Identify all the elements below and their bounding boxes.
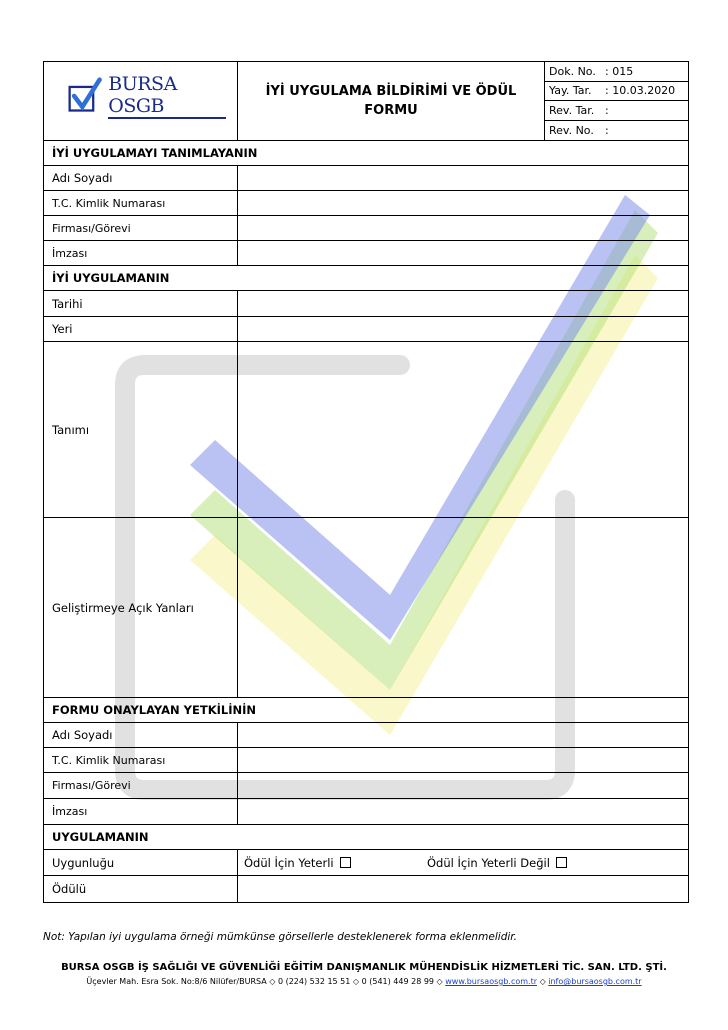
section2-title: İYİ UYGULAMANIN [52, 271, 170, 285]
s2-improvement-label: Geliştirmeye Açık Yanları [52, 600, 194, 615]
option-sufficient-checkbox[interactable] [340, 857, 351, 868]
suitability-label: Uygunluğu [52, 855, 115, 870]
option-sufficient[interactable] [244, 850, 351, 875]
divider [237, 722, 238, 824]
s1-name-field[interactable] [238, 166, 688, 190]
s1-tc-label: T.C. Kimlik Numarası [52, 196, 166, 210]
logo-text: BURSA OSGB [108, 73, 226, 119]
option-insufficient-checkbox[interactable] [556, 857, 567, 868]
s3-name-field[interactable] [238, 723, 688, 747]
s3-tc-label: T.C. Kimlik Numarası [52, 753, 166, 767]
meta-rev-no: Rev. No. : [549, 123, 609, 137]
s1-company-field[interactable] [238, 216, 688, 240]
s1-name-label: Adı Soyadı [52, 171, 113, 185]
option-insufficient-label: Ödül İçin Yeterli Değil [427, 855, 550, 870]
option-insufficient[interactable] [427, 850, 567, 875]
meta-rev-date: Rev. Tar. : [549, 103, 609, 117]
divider [237, 290, 238, 697]
divider [237, 165, 238, 265]
s3-company-field[interactable] [238, 773, 688, 798]
s2-description-field[interactable] [238, 342, 688, 517]
footer-contact [0, 977, 728, 986]
footer-email-link[interactable]: info@bursaosgb.com.tr [548, 977, 642, 986]
option-sufficient-label: Ödül İçin Yeterli [244, 855, 334, 870]
note-text: Not: Yapılan iyi uygulama örneği mümkünse görsellerle desteklenerek forma eklenmelidir. [43, 931, 517, 943]
footer-address: Üçevler Mah. Esra Sok. No:8/6 Nilüfer/BURSA ◇ 0 (224) 532 15 51 ◇ 0 (541) 449 28 99 ◇ [86, 977, 443, 986]
logo [66, 70, 226, 122]
reward-label: Ödülü [52, 882, 87, 896]
footer-separator: ◇ [539, 977, 546, 986]
meta-pub-date: Yay. Tar. : 10.03.2020 [549, 84, 676, 97]
s2-date-field[interactable] [238, 291, 688, 316]
s3-tc-field[interactable] [238, 748, 688, 772]
s2-date-label: Tarihi [52, 296, 83, 311]
s3-company-label: Firması/Görevi [52, 779, 131, 792]
meta-doc-no: Dok. No. : 015 [549, 65, 634, 78]
s3-signature-field[interactable] [238, 799, 688, 824]
s2-place-label: Yeri [52, 322, 73, 336]
s1-signature-label: İmzası [52, 246, 88, 260]
section3-title: FORMU ONAYLAYAN YETKİLİNİN [52, 703, 257, 717]
section4-title: UYGULAMANIN [52, 830, 149, 844]
s2-place-field[interactable] [238, 317, 688, 341]
footer-website-link[interactable]: www.bursaosgb.com.tr [445, 977, 538, 986]
s2-improvement-field[interactable] [238, 518, 688, 697]
s3-name-label: Adı Soyadı [52, 728, 113, 742]
s1-signature-field[interactable] [238, 241, 688, 265]
s1-tc-field[interactable] [238, 191, 688, 215]
title-line1: İYİ UYGULAMA BİLDİRİMİ VE ÖDÜL [265, 84, 517, 99]
s1-company-label: Firması/Görevi [52, 221, 131, 235]
title-line2: FORMU [364, 103, 418, 118]
form-title [238, 62, 544, 140]
logo-check-icon [66, 76, 102, 116]
divider [237, 849, 238, 902]
s2-description-label: Tanımı [52, 422, 90, 437]
s3-signature-label: İmzası [52, 805, 88, 818]
reward-field[interactable] [238, 876, 688, 902]
section1-title: İYİ UYGULAMAYI TANIMLAYANIN [52, 146, 258, 160]
footer-company: BURSA OSGB İŞ SAĞLIĞI VE GÜVENLİĞİ EĞİTİM DANIŞMANLIK MÜHENDİSLİK HİZMETLERİ TİC. SAN. LTD. ŞTİ. [61, 962, 667, 973]
